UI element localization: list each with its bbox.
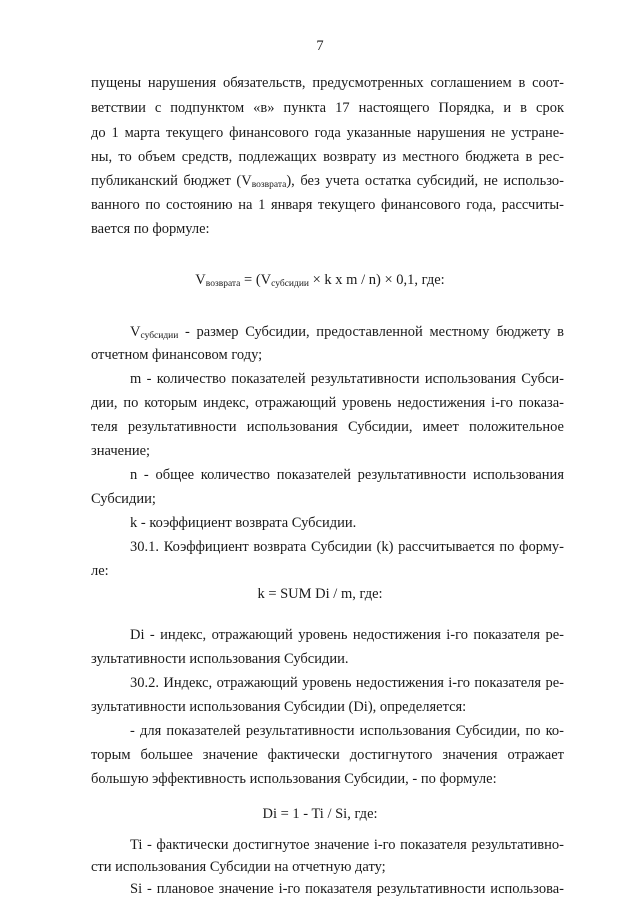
text-line: ваннoго по состоянию на 1 января текущего финансового года, рассчиты-	[91, 197, 564, 213]
text-line: вается по формуле:	[91, 221, 210, 237]
definition-di: Di - индекс, отражающий уровень недостижения i-го показателя ре-	[130, 627, 564, 643]
text-line: значение;	[91, 443, 151, 459]
paragraph-30-1: 30.1. Коэффициент возврата Субсидии (k) рассчитывается по форму-	[130, 539, 564, 555]
text-line: теля результативности использования Субсидии, имеет положительное	[91, 419, 564, 435]
definition-m: m - количество показателей результативности использования Субси-	[130, 371, 564, 387]
text-line: зультативности использования Субсидии (Di), определяется:	[91, 699, 467, 715]
text-line: пущены нарушения обязательств, предусмотренных соглашением в соот-	[91, 75, 564, 91]
text-line: ле:	[91, 563, 109, 579]
definition-n: n - общее количество показателей результативности использования	[130, 467, 564, 483]
definition-si: Si - плановое значение i-го показателя результативности использова-	[130, 881, 564, 897]
text-line: зультативности использования Субсидии.	[91, 651, 349, 667]
text-line-with-subscript: публиканский бюджет $(V_{возврата})$, без учета остатка субсидий, не использо-	[91, 173, 564, 190]
text-line: ны, то объем средств, подлежащих возврату из местного бюджета в рес-	[91, 149, 564, 165]
text-line: ветствии с подпунктом «в» пункта 17 настоящего Порядка, и в срок	[91, 100, 564, 116]
text-line: торым большее значение фактически достигнутого значения отражает	[91, 747, 564, 763]
text-line: до 1 марта текущего финансового года указанные нарушения не устране-	[91, 125, 564, 141]
text-line: большую эффективность использования Субсидии, - по формуле:	[91, 771, 497, 787]
formula-v-return: $V_{возврата} = (V_{субсидии} \times k$ x m / n) × 0,1, где:	[195, 272, 445, 289]
definition-v-subsidy: $V_{субсидии}$ - размер Субсидии, предоставленной местному бюджету в	[130, 324, 564, 341]
definition-k: k - коэффициент возврата Субсидии.	[130, 515, 357, 531]
paragraph-30-2: 30.2. Индекс, отражающий уровень недостижения i-го показателя ре-	[130, 675, 564, 691]
text-line: Субсидии;	[91, 491, 156, 507]
text-line: сти использования Субсидии на отчетную дату;	[91, 859, 386, 875]
formula-k: k = SUM Di / m, где:	[257, 586, 383, 602]
definition-ti: Ti - фактически достигнутое значение i-го показателя результативно-	[130, 837, 564, 853]
text-line: дии, по которым индекс, отражающий уровень недостижения i-го показа-	[91, 395, 564, 411]
formula-di: Di = 1 - Ti / Si, где:	[262, 806, 378, 822]
text-line: - для показателей результативности использования Субсидии, по ко-	[130, 723, 564, 739]
page-number: 7	[316, 38, 324, 54]
text-line: отчетном финансовом году;	[91, 347, 263, 363]
